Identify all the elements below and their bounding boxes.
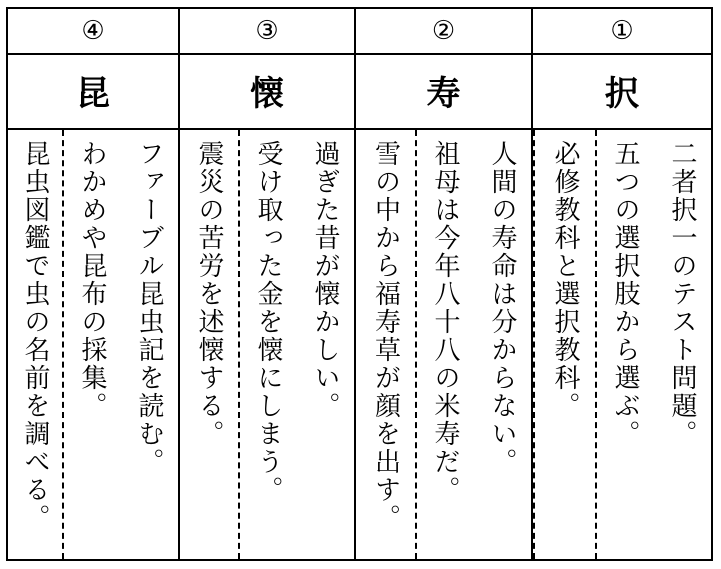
- sentence-column: [354, 130, 415, 559]
- example-sentences: [180, 130, 354, 559]
- sentence-column: [6, 130, 62, 559]
- example-sentence: 必修教科と選択教科。: [550, 140, 580, 420]
- sentence-column: [533, 130, 595, 559]
- sentence-column: [653, 130, 711, 559]
- group-number: ③: [180, 9, 354, 55]
- example-sentence: 二者択一のテスト問題。: [667, 140, 697, 448]
- kanji-group-4: [8, 9, 180, 559]
- example-sentences: [356, 130, 531, 559]
- sentence-column: [595, 130, 653, 559]
- kanji-group-1: [533, 9, 711, 559]
- example-sentence: 過ぎた昔が懐かしい。: [310, 140, 340, 420]
- example-sentences: [8, 130, 178, 559]
- sentence-column: [178, 130, 238, 559]
- group-number: ②: [356, 9, 531, 55]
- kanji-worksheet: [6, 7, 713, 561]
- group-kanji: 寿: [356, 53, 531, 130]
- example-sentence: わかめや昆布の採集。: [77, 140, 107, 420]
- kanji-group-3: [180, 9, 356, 559]
- kanji-group-2: [356, 9, 533, 559]
- example-sentence: 五つの選択肢から選ぶ。: [610, 140, 640, 448]
- example-sentence: 雪の中から福寿草が顔を出す。: [370, 140, 401, 532]
- example-sentence: 受け取った金を懐にしまう。: [253, 140, 283, 504]
- group-kanji: 択: [533, 53, 711, 130]
- sentence-column: [238, 130, 296, 559]
- example-sentence: 昆虫図鑑で虫の名前を調べる。: [20, 140, 50, 532]
- example-sentences: [533, 130, 711, 559]
- sentence-column: [296, 130, 354, 559]
- group-kanji: 懐: [180, 53, 354, 130]
- group-number: ①: [533, 9, 711, 55]
- example-sentence: 祖母は今年八十八の米寿だ。: [430, 140, 460, 504]
- group-kanji: 昆: [8, 53, 178, 130]
- sentence-column: [62, 130, 120, 559]
- sentence-column: [415, 130, 473, 559]
- sentence-column: [473, 130, 531, 559]
- example-sentence: ファーブル昆虫記を読む。: [134, 140, 164, 476]
- sentence-column: [120, 130, 178, 559]
- example-sentence: 人間の寿命は分からない。: [487, 140, 517, 476]
- example-sentence: 震災の苦労を述懐する。: [194, 140, 224, 448]
- group-number: ④: [8, 9, 178, 55]
